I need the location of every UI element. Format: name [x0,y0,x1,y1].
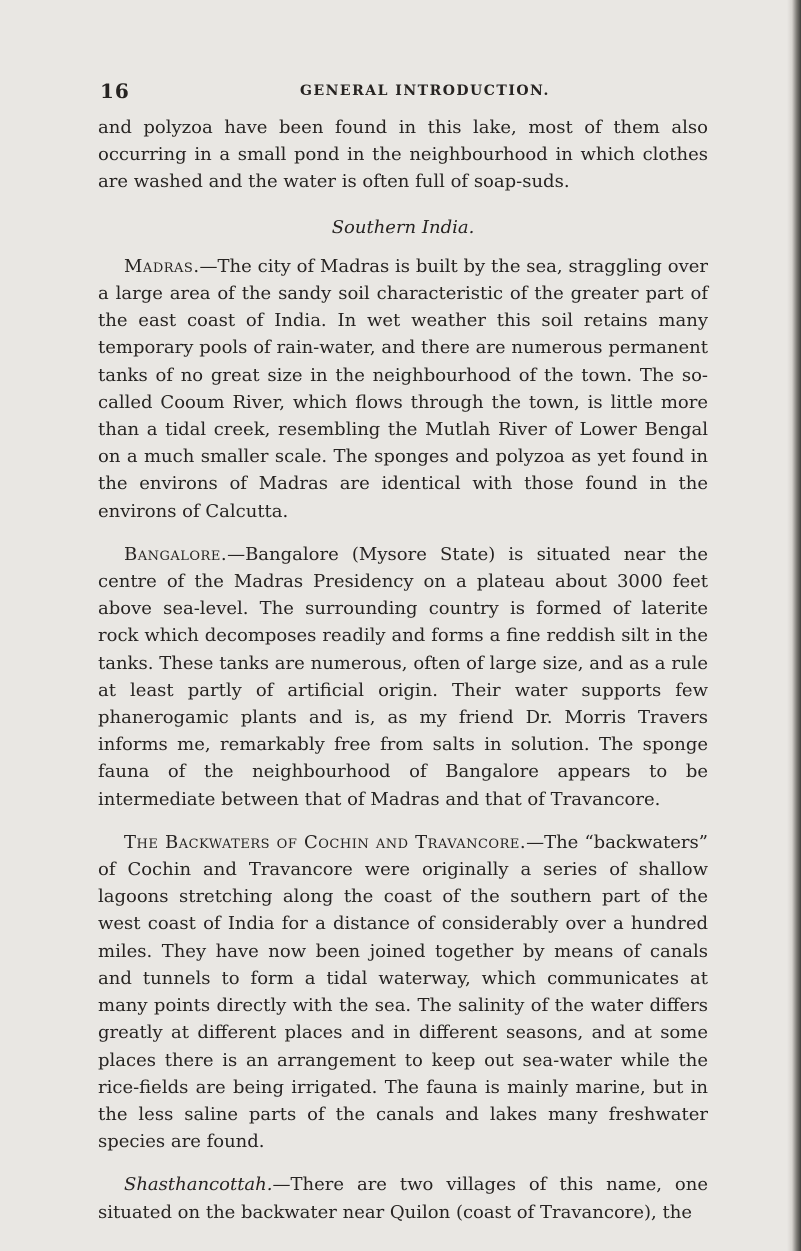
madras-text: —The city of Madras is built by the sea, straggling over a large area of the sandy soil characteristic of the greater part of the east coast of India. In wet weather this soil retains many temporary pools of rain-water, and there are numerous permanent tanks of no great size in the neighbourhood of the town. The so-called Cooum River, which flows through the town, is little more than a tidal creek, resembling the Mutlah River of Lower Bengal on a much smaller scale. The sponges and polyzoa as yet found in the environs of Madras are identical with those found in the environs of Calcutta. [98,255,708,522]
page-number: 16 [100,79,130,103]
page-binding-edge [787,0,801,1251]
backwaters-paragraph [98,829,708,1155]
page-header [100,79,700,107]
shasthancottah-paragraph [98,1171,708,1225]
shasthancottah-text: —There are two villages of this name, one situated on the backwater near Quilon (coast of Travancore), the [98,1174,708,1223]
intro-paragraph: and polyzoa have been found in this lake, most of them also occurring in a small pond in the neighbourhood in which clothes are washed and the water is often full of soap-suds. [98,117,708,193]
body-text [98,114,708,1226]
shasthancottah-lead: Shasthancottah. [124,1174,273,1196]
bangalore-lead: Bangalore. [124,543,228,565]
running-head: GENERAL INTRODUCTION. [300,83,550,99]
madras-lead: Madras. [124,255,200,277]
madras-paragraph [98,253,708,525]
bangalore-paragraph [98,541,708,813]
section-heading: Southern India. [331,216,475,238]
backwaters-text: —The “backwaters” of Cochin and Travancore were originally a series of shallow lagoons stretching along the coast of the southern part of the west coast of India for a distance of considerably over a hundred miles. They have now been joined together by means of canals and tunnels to form a tidal waterway, which communicates at many points directly with the sea. The salinity of the water differs greatly at different places and in different seasons, and at some places there is an arrangement to keep out sea-water while the rice-fields are being irrigated. The fauna is mainly marine, but in the less saline parts of the canals and lakes many freshwater species are found. [98,831,708,1153]
bangalore-text: —Bangalore (Mysore State) is situated near the centre of the Madras Presidency on a plateau about 3000 feet above sea-level. The surrounding country is formed of laterite rock which decomposes readily and forms a fine reddish silt in the tanks. These tanks are numerous, often of large size, and as a rule at least partly of artificial origin. Their water supports few phanerogamic plants and is, as my friend Dr. Morris Travers informs me, remarkably free from salts in solution. The sponge fauna of the neighbourhood of Bangalore appears to be intermediate between that of Madras and that of Travancore. [98,543,708,810]
backwaters-lead: The Backwaters of Cochin and Travancore. [124,831,527,853]
